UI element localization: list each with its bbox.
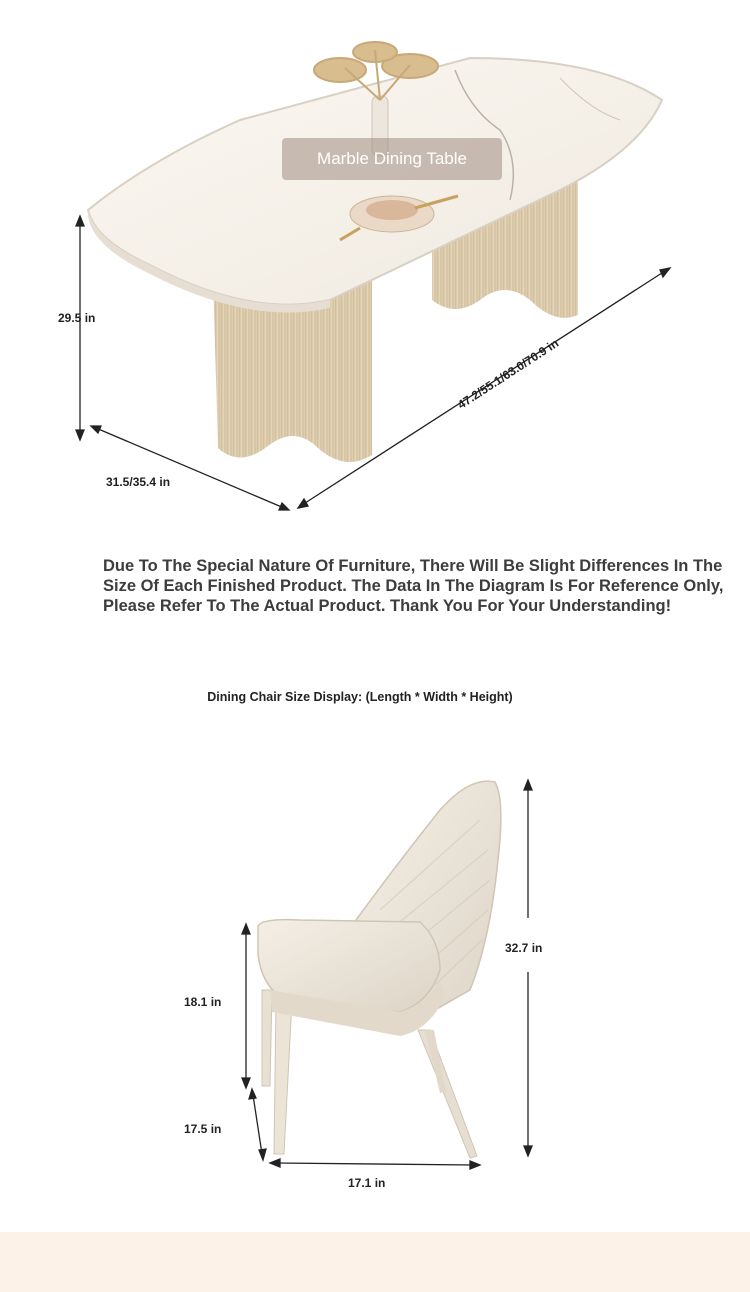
- chair-size-title: Dining Chair Size Display: (Length * Width * Height): [207, 690, 513, 704]
- table-title-badge: Marble Dining Table: [282, 138, 502, 180]
- chair-width-label: 17.1 in: [348, 1176, 386, 1190]
- chair-seat-height-label: 18.1 in: [184, 995, 222, 1009]
- footer-band: [0, 1232, 750, 1292]
- table-length-label: 47.2/55.1/63.0/70.9 in: [455, 336, 562, 412]
- chair-height-label: 32.7 in: [505, 941, 543, 955]
- chair-depth-label: 17.5 in: [184, 1122, 222, 1136]
- marble-table-image: [0, 0, 750, 540]
- size-disclaimer: Due To The Special Nature Of Furniture, There Will Be Slight Differences In The Size Of Each Finished Product. The Data In The Diagram Is For Reference Only, Please Refer To The Actual Product. Thank You For Your Understanding!: [103, 557, 724, 615]
- table-height-label: 29.5 in: [58, 311, 96, 325]
- table-width-label: 31.5/35.4 in: [106, 475, 171, 489]
